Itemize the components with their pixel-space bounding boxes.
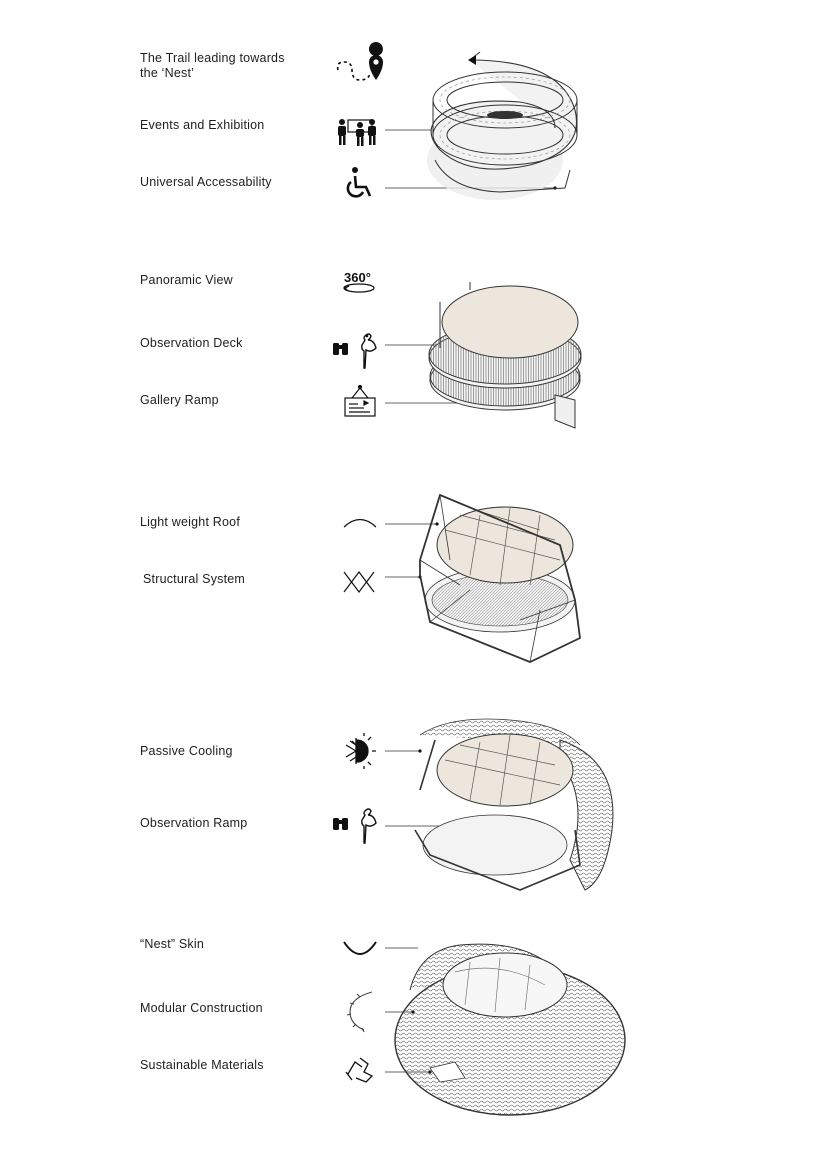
label-structural-system: Structural System: [143, 572, 246, 586]
label-gallery-ramp: Gallery Ramp: [140, 393, 219, 407]
label-trail: The Trail leading towards the ‘Nest’: [140, 51, 285, 80]
twig-icon: [347, 992, 372, 1032]
nest-skin-drawing: [395, 944, 625, 1115]
trail-spiral-drawing: [427, 52, 577, 200]
label-panoramic-view: Panoramic View: [140, 273, 233, 287]
label-nest-skin: “Nest” Skin: [140, 937, 205, 951]
binoculars-flamingo-icon: [333, 334, 376, 368]
bowl-curve-icon: [344, 942, 376, 954]
wheelchair-icon: [348, 167, 370, 196]
path-pin-icon: [338, 42, 383, 80]
recycle-icon: [346, 1058, 372, 1082]
label-modular-construction: Modular Construction: [140, 1001, 263, 1015]
hanging-sign-icon: [345, 386, 375, 417]
cross-truss-icon: [344, 572, 374, 592]
deck-drawing: [429, 282, 581, 428]
curve-icon: [344, 520, 376, 528]
roof-structure-drawing: [420, 495, 580, 662]
cooling-ramp-drawing: [415, 719, 613, 890]
people-board-icon: [338, 119, 376, 146]
label-observation-deck: Observation Deck: [140, 336, 243, 350]
label-events-exhibition: Events and Exhibition: [140, 118, 265, 132]
label-passive-cooling: Passive Cooling: [140, 744, 233, 758]
360-view-text: 360°: [344, 270, 371, 285]
label-light-weight-roof: Light weight Roof: [140, 515, 240, 529]
label-observation-ramp: Observation Ramp: [140, 816, 248, 830]
label-sustainable-materials: Sustainable Materials: [140, 1058, 264, 1072]
label-universal-accessability: Universal Accessability: [140, 175, 272, 189]
binoculars-flamingo-icon: [333, 809, 376, 843]
snow-sun-icon: [346, 733, 376, 769]
360-view-icon: [344, 284, 374, 292]
